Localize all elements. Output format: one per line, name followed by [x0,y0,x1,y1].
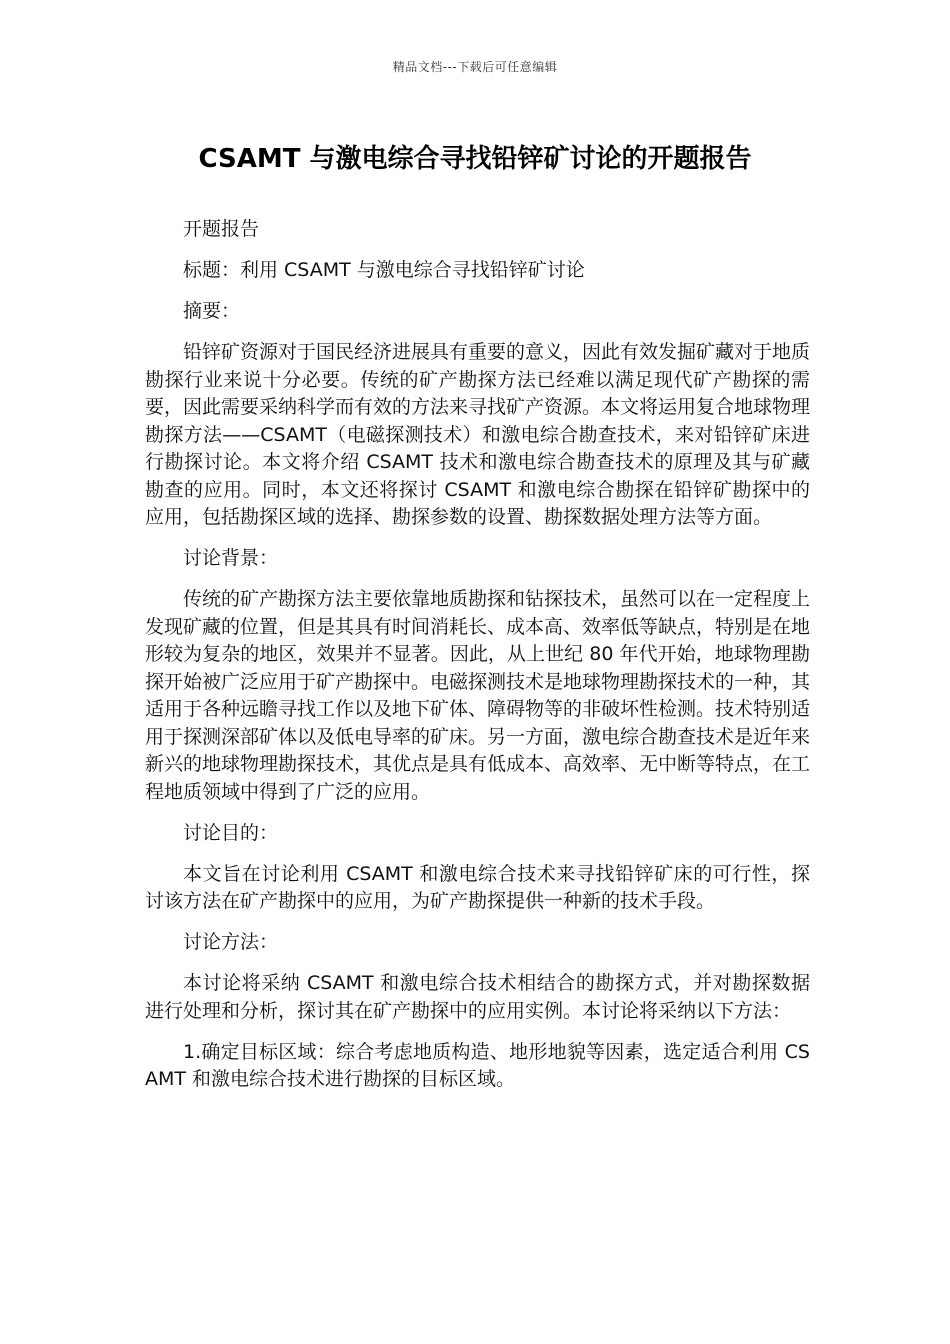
section-heading-abstract: 摘要： [183,300,241,322]
document-title: CSAMT 与激电综合寻找铅锌矿讨论的开题报告 [198,144,752,174]
method-paragraph: 本讨论将采纳 CSAMT 和激电综合技术相结合的勘探方式，并对勘探数据进行处理和分析，探讨其在矿产勘探中的应用实例。本讨论将采纳以下方法： [145,972,810,1022]
page-header-note: 精品文档---下载后可任意编辑 [392,60,558,74]
section-heading-background: 讨论背景： [183,547,279,569]
report-subject-line: 标题：利用 CSAMT 与激电综合寻找铅锌矿讨论 [183,259,585,281]
section-heading-method: 讨论方法： [183,931,279,953]
purpose-paragraph: 本文旨在讨论利用 CSAMT 和激电综合技术来寻找铅锌矿床的可行性，探讨该方法在矿产勘探中的应用，为矿产勘探提供一种新的技术手段。 [145,862,810,912]
document-body [145,216,810,1107]
abstract-paragraph: 铅锌矿资源对于国民经济进展具有重要的意义，因此有效发掘矿藏对于地质勘探行业来说十分必要。传统的矿产勘探方法已经难以满足现代矿产勘探的需要，因此需要采纳科学而有效的方法来寻找矿产资源。本文将运用复合地球物理勘探方法——CSAMT（电磁探测技术）和激电综合勘查技术，来对铅锌矿床进行勘探讨论。本文将介绍 CSAMT 技术和激电综合勘查技术的原理及其与矿藏勘查的应用。同时，本文还将探讨 CSAMT 和激电综合勘探在铅锌矿勘探中的应用，包括勘探区域的选择、勘探参数的设置、勘探数据处理方法等方面。 [145,341,811,528]
section-heading-purpose: 讨论目的： [183,821,279,844]
section-label-report: 开题报告 [183,218,260,240]
method-step-1: 1.确定目标区域：综合考虑地质构造、地形地貌等因素，选定适合利用 CSAMT 和激电综合技术进行勘探的目标区域。 [145,1040,810,1090]
background-paragraph: 传统的矿产勘探方法主要依靠地质勘探和钻探技术，虽然可以在一定程度上发现矿藏的位置，但是其具有时间消耗长、成本高、效率低等缺点，特别是在地形较为复杂的地区，效果并不显著。因此，从上世纪 80 年代开始，地球物理勘探开始被广泛应用于矿产勘探中。电磁探测技术是地球物理勘探技术的一种，其适用于各种远瞻寻找工作以及地下矿体、障碍物等的非破坏性检测。技术特别适用于探测深部矿体以及低电导率的矿床。另一方面，激电综合勘查技术是近年来新兴的地球物理勘探技术，其优点是具有低成本、高效率、无中断等特点，在工程地质领域中得到了广泛的应用。 [145,588,811,803]
